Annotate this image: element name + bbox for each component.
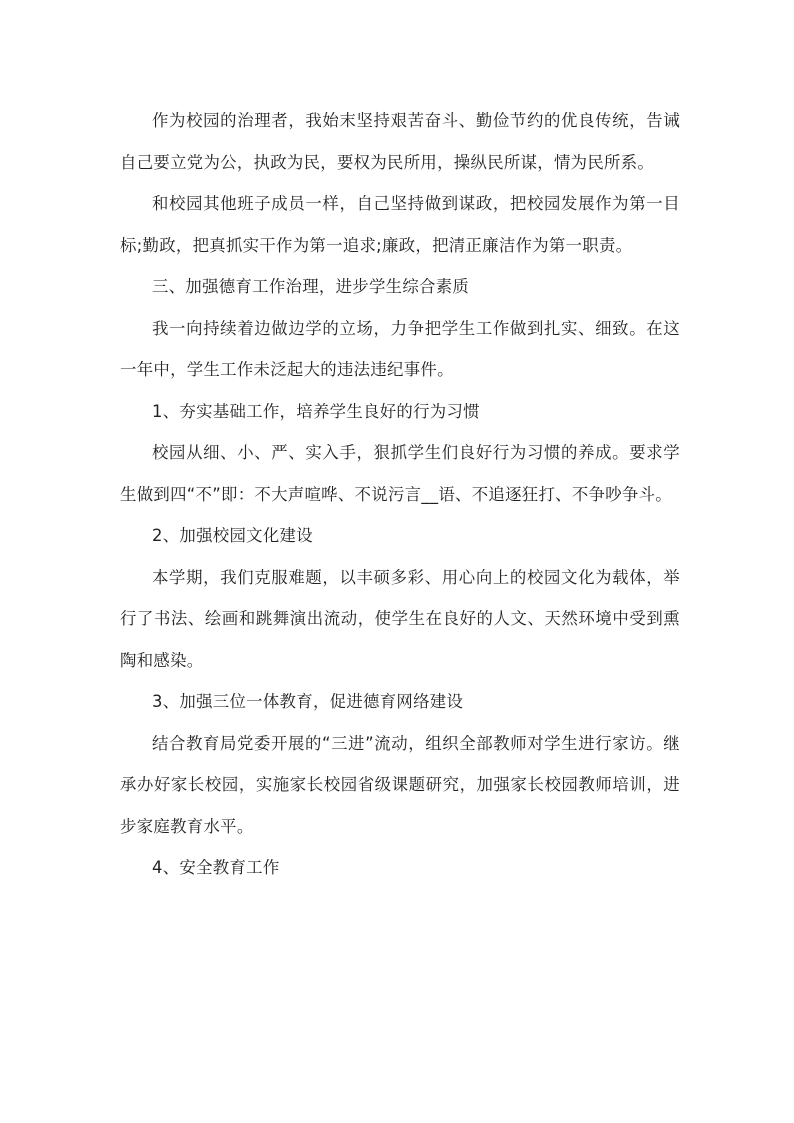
subheading-safety-education: 4、安全教育工作 [152, 858, 280, 877]
paragraph-leadership-frugality: 作为校园的治理者，我始末坚持艰苦奋斗、勤俭节约的优良传统，告诫自己要立党为公，执政为民，要权为民所用，操纵民所谋，情为民所系。 [120, 111, 680, 172]
subheading-three-in-one: 3、加强三位一体教育，促进德育网络建设 [152, 692, 464, 711]
paragraph-behavior-habits: 校园从细、小、严、实入手，狠抓学生们良好行为习惯的养成。要求学生做到四“不”即：不大声喧哗、不说污言__语、不追逐狂打、不争吵争斗。 [120, 443, 680, 504]
section-heading-moral-education: 三、加强德育工作治理，进步学生综合素质 [152, 277, 470, 296]
paragraph-team-goals: 和校园其他班子成员一样，自己坚持做到谋政，把校园发展作为第一目标;勤政，把真抓实干作为第一追求;廉政，把清正廉洁作为第一职责。 [120, 194, 680, 255]
paragraph-campus-culture: 本学期，我们克服难题，以丰硕多彩、用心向上的校园文化为载体，举行了书法、绘画和跳舞演出流动，使学生在良好的人文、天然环境中受到熏陶和感染。 [120, 567, 680, 670]
paragraph-student-work: 我一向持续着边做边学的立场，力争把学生工作做到扎实、细致。在这一年中，学生工作未泛起大的违法违纪事件。 [120, 318, 680, 379]
subheading-campus-culture: 2、加强校园文化建设 [152, 526, 313, 545]
document-body [120, 100, 680, 889]
paragraph-home-visits: 结合教育局党委开展的“三进”流动，组织全部教师对学生进行家访。继承办好家长校园，实施家长校园省级课题研究，加强家长校园教师培训，进步家庭教育水平。 [120, 733, 680, 836]
subheading-behavior-habits: 1、夯实基础工作，培养学生良好的行为习惯 [152, 401, 480, 421]
